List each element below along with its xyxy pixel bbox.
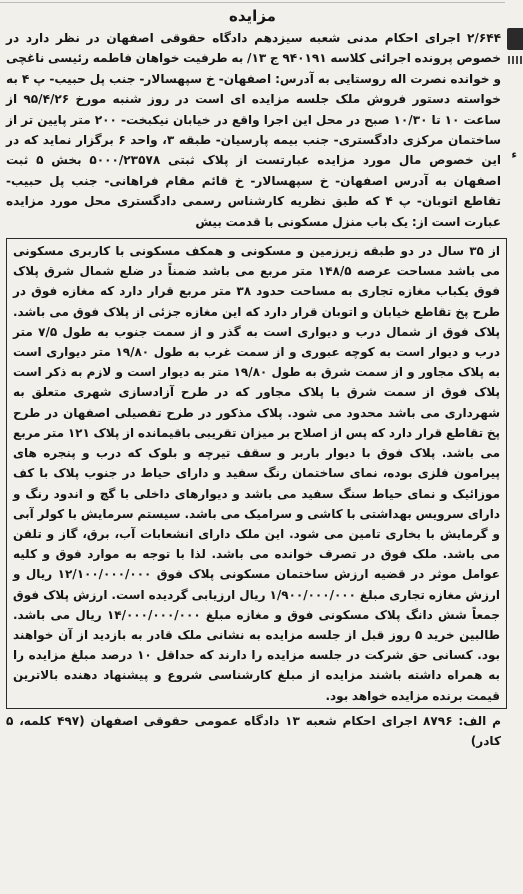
property-description-box: [6, 238, 507, 709]
lead-paragraph: ۲/۶۴۴ اجرای احکام مدنی شعبه سیزدهم دادگاه حقوقی اصفهان در نظر دارد در خصوص پرونده اجرائی کلاسه ۹۴۰۱۹۱ ج ۱۳/ به طرفیت خواهان فاطمه رئیسی ناغچی و خوانده نصرت اله روستایی به آدرس: اصفهان- خ سپهسالار- جنب پل حبیب- پ ۴ به خواسته دستور فروش ملک جلسه مزایده ای است در روز شنبه مورخ ۹۵/۴/۲۶ از ساعت ۱۰ تا ۱۰/۳۰ صبح در محل این اجرا واقع در خیابان نیکبخت- ۲۰۰ متر پایین تر از ساختمان مرکزی دادگستری- جنب بیمه پارسیان- طبقه ۳، واحد ۶ برگزار نماید که در این خصوص مال مورد مزایده عبارتست از پلاک ثبتی ۵۰۰۰/۲۳۵۷۸ بخش ۵ ثبت اصفهان به آدرس اصفهان- خ سپهسالار- خ قائم مقام فراهانی- جنب پل حبیب- تقاطع اتوبان- پ ۴ که طبق نظریه کارشناس رسمی دادگستری محل مورد مزایده عبارت است از: یک باب منزل مسکونی با قدمت بیش: [6, 31, 502, 229]
notice-footer: م الف: ۸۷۹۶ اجرای احکام شعبه ۱۳ دادگاه عمومی حقوقی اصفهان (۴۹۷ کلمه، ۵ کادر): [6, 713, 501, 749]
notice-title: مزایده: [229, 7, 276, 25]
box-paragraph: از ۳۵ سال در دو طبقه زیرزمین و مسکونی و همکف مسکونی با کاربری مسکونی می باشد مساحت عرصه ۱۴۸/۵ متر مربع می باشد ضمناً در ضلع شمال شرق پلاک فوق یکباب مغازه تجاری به مساحت حدود ۳۸ متر مربع قرار دارد که مغازه فوق در طرح پخ تقاطع خیابان و اتوبان قرار دارد که این مغازه جزئی از پلاک فوق می باشد. پلاک فوق از شمال درب و دیواری است به گذر و از سمت جنوب به طول ۷/۵ متر درب و دیوار است به کوچه عبوری و از سمت غرب به طول ۱۹/۸۰ متر دیواری است به پلاک مجاور و از سمت شرق به طول ۱۹/۸۰ متر به دیوار است و لازم به ذکر است پلاک فوق از سمت شرق با پلاک مجاور که در طرح آزادسازی شهری متعلق به شهرداری می باشد محدود می شود. پلاک مذکور در طرح تفصیلی اصفهان در طرح پخ تقاطع قرار دارد که پس از اصلاح بر میزان تقریبی باقیمانده از پلاک ۱۲۱ متر مربع می باشد. پلاک فوق با دیوار باربر و سقف تیرچه و بلوک که درب و پنجره های پیرامون فلزی بوده، نمای ساختمان رنگ سفید و دارای حیاط در جنوب پلاک با کف موزائیک و نمای حیاط سنگ سفید می باشد و دیوارهای داخلی با گچ و اندود رنگ و دارای سرویس بهداشتی با کاشی و سرامیک می باشد. سیستم سرمایش با کولر آبی و گرمایش با بخاری تامین می شود. این ملک دارای انشعابات آب، برق، گاز و تلفن می باشد. ملک فوق در تصرف خوانده می باشد. لذا با توجه به موارد فوق و کلیه عوامل موثر در قضیه ارزش ساختمان مسکونی پلاک فوق ۱۲/۱۰۰/۰۰۰/۰۰۰ ریال و ارزش مغازه تجاری مبلغ ۱/۹۰۰/۰۰۰/۰۰۰ ریال ارزیابی گردیده است. ارزش پلاک فوق جمعاً شش دانگ پلاک مسکونی فوق و مغازه مبلغ ۱۴/۰۰۰/۰۰۰/۰۰۰ ریال می باشد. طالبین خرید ۵ روز قبل از جلسه مزایده به نشانی ملک قادر به بازدید از آن خواهند بود. کسانی حق شرکت در جلسه مزایده را دارند که حداقل ۱۰ درصد مبلغ مزایده را به همراه داشته باشند مزایده از مبلغ کارشناسی شروع و پیشنهاد دهنده بالاترین قیمت برنده مزایده خواهد بود.: [13, 244, 501, 703]
notice-column: [6, 28, 501, 886]
page-edge-pattern: [508, 56, 522, 64]
page-edge-tab: [507, 28, 523, 50]
side-mark: ء: [511, 148, 517, 161]
top-rule: [0, 2, 505, 3]
